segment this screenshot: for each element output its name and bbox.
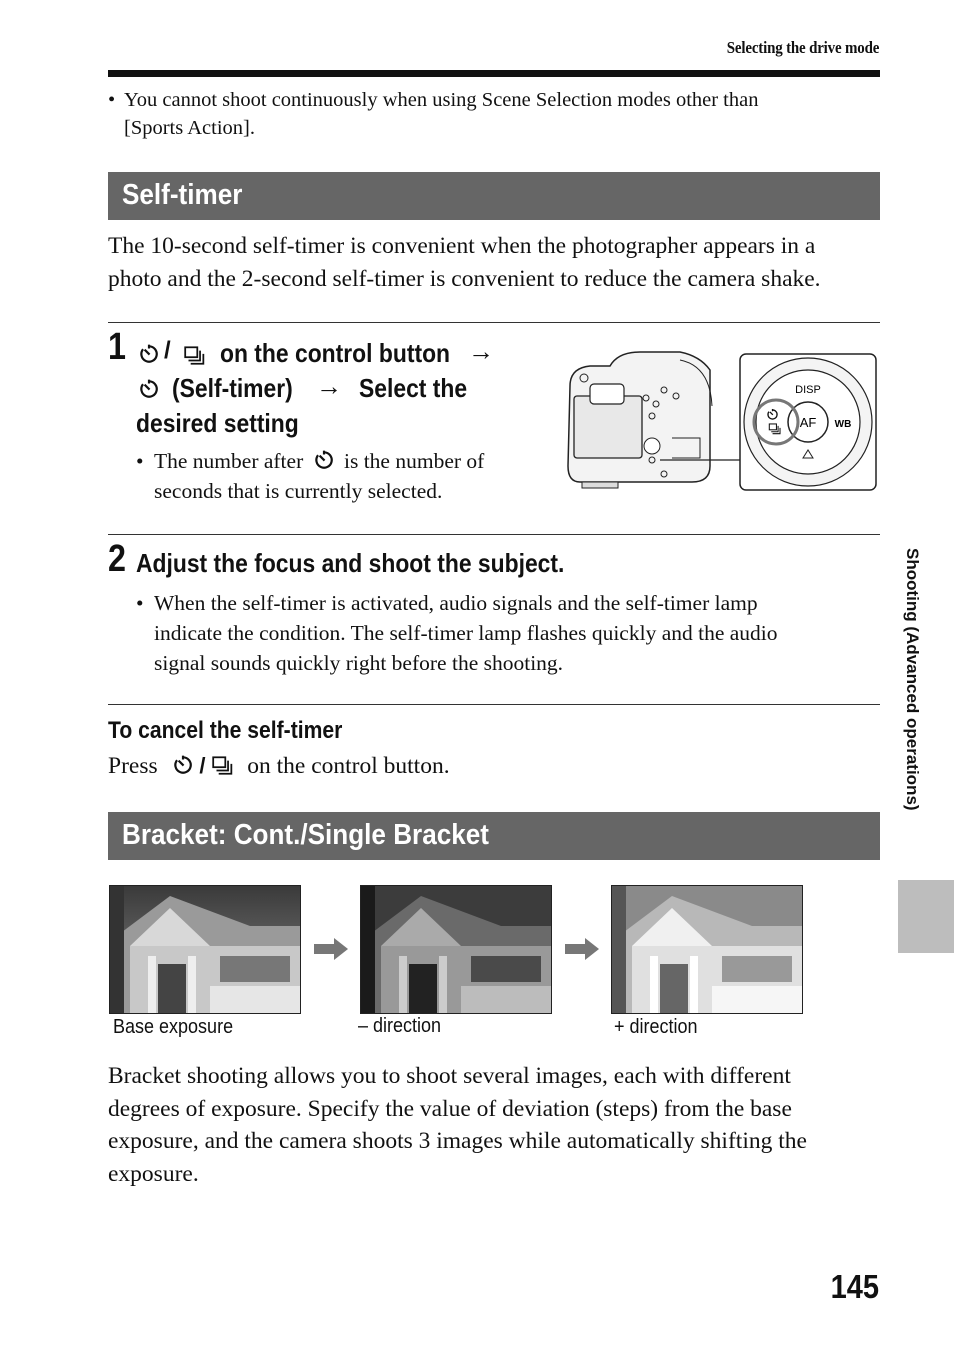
cancel-heading: To cancel the self-timer (108, 717, 343, 744)
caption-plus-direction: + direction (614, 1016, 698, 1038)
paragraph-line: photo and the 2-second self-timer is convenient to reduce the camera shake. (108, 265, 821, 292)
bracket-paragraph (108, 1060, 888, 1190)
cancel-text-before: Press (108, 753, 158, 779)
bullet-text: is the number of (343, 449, 485, 473)
arrow-icon: → (316, 371, 342, 401)
section-heading: Self-timer (122, 179, 243, 211)
step1-title-line1 (136, 336, 536, 371)
paragraph-line: exposure, and the camera shoots 3 images while automatically shifting the (108, 1128, 807, 1154)
step1-title-text2: (Self-timer) (172, 373, 293, 403)
step1-title-line2 (136, 371, 536, 406)
step1-bullet (136, 446, 534, 506)
intro-note (108, 86, 864, 142)
step-number-1: 1 (108, 326, 126, 368)
paragraph-line: Bracket shooting allows you to shoot several images, each with different (108, 1063, 791, 1089)
section-bar-self-timer (108, 172, 880, 220)
step1-title-text3: Select the (359, 373, 468, 403)
bullet-dot: • (108, 89, 116, 111)
page-number: 145 (830, 1268, 879, 1305)
step2-title: Adjust the focus and shoot the subject. (136, 548, 565, 578)
step1-bullet-line1 (154, 446, 534, 476)
step1-title-text1: on the control button (220, 338, 451, 368)
self-timer-icon (138, 378, 160, 400)
paragraph-line: degrees of exposure. Specify the value of deviation (steps) from the base (108, 1095, 792, 1122)
step-divider (108, 704, 880, 705)
intro-note-line2: [Sports Action]. (124, 117, 255, 139)
control-button-inset (740, 354, 876, 490)
step-divider (108, 322, 880, 323)
step-number-2: 2 (108, 538, 126, 580)
cancel-text (108, 750, 608, 784)
dial-label-disp: DISP (795, 384, 821, 396)
slash: / (199, 753, 206, 778)
arrow-right-icon (314, 938, 348, 960)
continuous-shooting-icon (211, 754, 233, 776)
camera-body (568, 352, 740, 488)
step1-title-line3: desired setting (136, 408, 299, 438)
self-timer-paragraph (108, 230, 888, 295)
arrow-right-icon (565, 938, 599, 960)
header-rule (108, 70, 880, 77)
bullet-dot: • (136, 591, 144, 615)
section-bar-bracket (108, 812, 880, 860)
camera-illustration (560, 346, 882, 496)
arrow-icon: → (468, 336, 494, 366)
section-tab-marker (898, 880, 954, 953)
bullet-text: The number after (154, 449, 304, 473)
side-tab-label (900, 548, 926, 878)
caption-minus-direction: – direction (358, 1015, 442, 1037)
photo-minus-direction (360, 885, 552, 1014)
self-timer-icon (138, 343, 160, 365)
step2-bullet (136, 588, 874, 678)
photo-plus-direction (611, 885, 803, 1014)
self-timer-icon (172, 754, 194, 776)
side-tab-text: Shooting (Advanced operations) (903, 548, 922, 811)
step2-bullet-line3: signal sounds quickly right before the shooting. (154, 651, 564, 675)
intro-note-line1: You cannot shoot continuously when using Scene Selection modes other than (124, 89, 759, 111)
paragraph-line: The 10-second self-timer is convenient when the photographer appears in a (108, 233, 816, 259)
slash: / (164, 337, 171, 364)
section-heading: Bracket: Cont./Single Bracket (122, 819, 489, 851)
self-timer-icon (313, 449, 335, 471)
step2-bullet-line2: indicate the condition. The self-timer lamp flashes quickly and the audio (154, 621, 778, 645)
bullet-dot: • (136, 449, 144, 473)
paragraph-line: exposure. (108, 1160, 199, 1187)
dial-label-wb: WB (834, 419, 852, 430)
cancel-text-after: on the control button. (247, 753, 450, 779)
running-header: Selecting the drive mode (726, 38, 879, 57)
caption-base-exposure: Base exposure (113, 1016, 234, 1038)
step2-bullet-line1: When the self-timer is activated, audio signals and the self-timer lamp (154, 591, 758, 615)
dial-label-af: AF (799, 415, 817, 430)
step1-bullet-line2: seconds that is currently selected. (154, 479, 443, 503)
continuous-shooting-icon (183, 344, 205, 366)
step-divider (108, 534, 880, 535)
photo-base-exposure (109, 885, 301, 1014)
step1-title (136, 336, 536, 446)
